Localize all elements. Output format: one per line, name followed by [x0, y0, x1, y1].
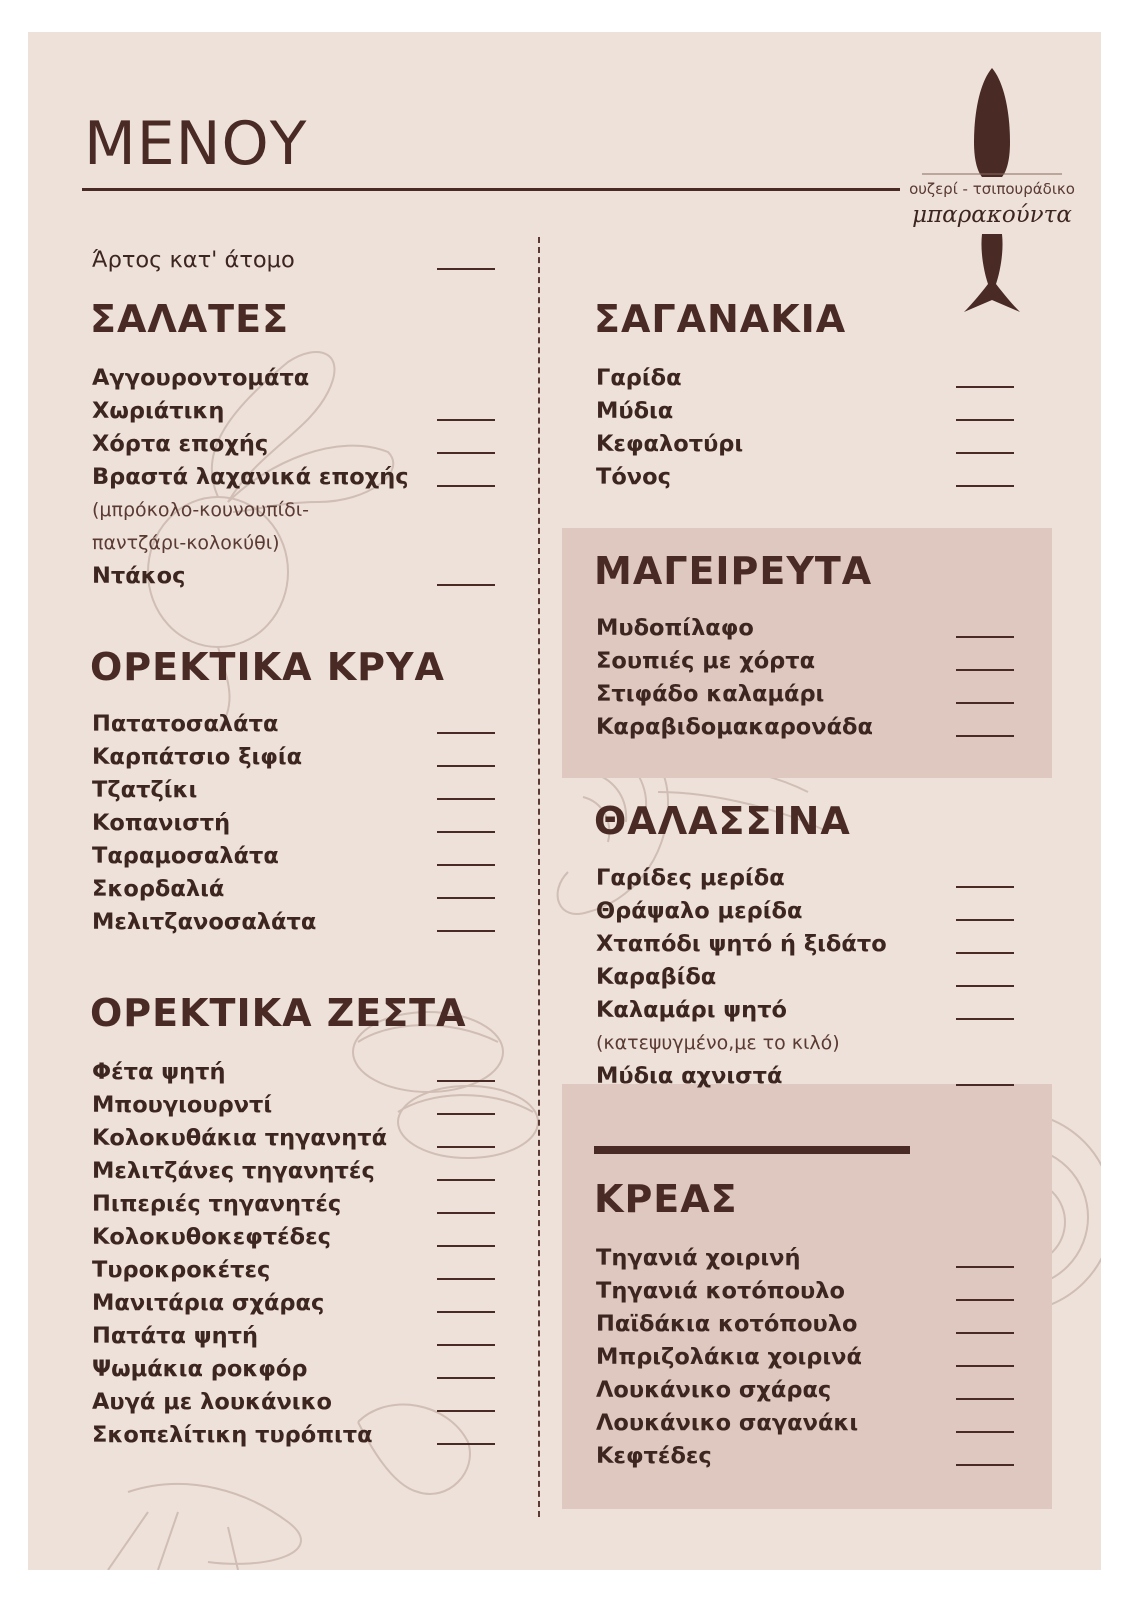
menu-item: Μελιτζανοσαλάτα — [92, 906, 316, 939]
price-line — [437, 1113, 495, 1115]
price-line — [437, 1443, 495, 1445]
price-line — [956, 485, 1014, 487]
menu-item: Ψωμάκια ροκφόρ — [92, 1353, 387, 1386]
salates-list — [92, 362, 409, 593]
logo-subtitle: ουζερί - τσιπουράδικο — [909, 180, 1075, 198]
menu-item: Χταπόδι ψητό ή ξιδάτο — [596, 928, 887, 961]
price-line — [956, 669, 1014, 671]
menu-item: Μύδια αχνιστά — [596, 1060, 887, 1093]
price-line — [956, 1332, 1014, 1334]
orektika-krya-heading: ΟΡΕΚΤΙΚΑ ΚΡΥΑ — [90, 645, 445, 689]
kreas-separator-bar — [594, 1146, 910, 1154]
menu-item: Καραβιδομακαρονάδα — [596, 711, 873, 744]
menu-item: Τζατζίκι — [92, 774, 316, 807]
menu-item-note: παντζάρι-κολοκύθι) — [92, 532, 280, 554]
menu-item: Σκορδαλιά — [92, 873, 316, 906]
bread-label: Άρτος κατ' άτομο — [92, 247, 295, 273]
price-line — [956, 1431, 1014, 1433]
saganakia-list — [596, 362, 743, 494]
price-line — [437, 268, 495, 270]
price-line — [956, 386, 1014, 388]
kreas-heading: ΚΡΕΑΣ — [594, 1177, 738, 1221]
saganakia-heading: ΣΑΓΑΝΑΚΙΑ — [594, 297, 847, 341]
menu-item: Αγγουροντομάτα — [92, 365, 310, 391]
logo-name: μπαρακούντα — [912, 202, 1072, 228]
menu-title: ΜΕΝΟΥ — [84, 109, 308, 179]
menu-item: Μελιτζάνες τηγανητές — [92, 1155, 387, 1188]
menu-item: Καραβίδα — [596, 961, 887, 994]
menu-item: Κολοκυθάκια τηγανητά — [92, 1122, 387, 1155]
price-line — [956, 985, 1014, 987]
menu-item: Πιπεριές τηγανητές — [92, 1188, 387, 1221]
price-line — [437, 1377, 495, 1379]
price-line — [956, 419, 1014, 421]
price-line — [437, 1410, 495, 1412]
mageireyta-heading: ΜΑΓΕΙΡΕΥΤΑ — [594, 549, 873, 593]
menu-item: Καλαμάρι ψητό — [596, 994, 887, 1027]
price-line — [437, 930, 495, 932]
menu-item: Τόνος — [596, 461, 743, 494]
menu-item: Πατατοσαλάτα — [92, 708, 316, 741]
price-line — [437, 1344, 495, 1346]
price-line — [437, 1179, 495, 1181]
menu-item: Στιφάδο καλαμάρι — [596, 678, 873, 711]
menu-item: Χωριάτικη — [92, 395, 409, 428]
menu-item: Μανιτάρια σχάρας — [92, 1287, 387, 1320]
menu-item-note: (κατεψυγμένο,με το κιλό) — [596, 1032, 840, 1054]
kreas-list — [596, 1242, 862, 1473]
price-line — [437, 1245, 495, 1247]
orektika-krya-list — [92, 708, 316, 939]
menu-item: Κεφαλοτύρι — [596, 428, 743, 461]
menu-item: Καρπάτσιο ξιφία — [92, 741, 316, 774]
menu-item: Γαρίδα — [596, 362, 743, 395]
price-line — [956, 1464, 1014, 1466]
price-line — [437, 732, 495, 734]
orektika-zesta-list — [92, 1056, 387, 1452]
price-line — [437, 584, 495, 586]
menu-item: Μπουγιουρντί — [92, 1089, 387, 1122]
menu-item: Τηγανιά χοιρινή — [596, 1242, 862, 1275]
menu-item: Λουκάνικο σαγανάκι — [596, 1407, 862, 1440]
price-line — [437, 765, 495, 767]
menu-item: Πατάτα ψητή — [92, 1320, 387, 1353]
price-line — [437, 1212, 495, 1214]
thalassina-heading: ΘΑΛΑΣΣΙΝΑ — [594, 799, 851, 843]
menu-item: Σουπιές με χόρτα — [596, 645, 873, 678]
menu-item-note: (μπρόκολο-κουνουπίδι- — [92, 499, 309, 521]
price-line — [956, 636, 1014, 638]
price-line — [437, 1146, 495, 1148]
price-line — [437, 1080, 495, 1082]
price-line — [956, 919, 1014, 921]
title-underline — [82, 188, 900, 191]
column-divider — [538, 237, 540, 1517]
menu-page — [28, 32, 1101, 1570]
price-line — [956, 1266, 1014, 1268]
price-line — [956, 452, 1014, 454]
menu-item: Βραστά λαχανικά εποχής — [92, 461, 409, 494]
price-line — [437, 897, 495, 899]
price-line — [437, 452, 495, 454]
menu-item: Αυγά με λουκάνικο — [92, 1386, 387, 1419]
price-line — [956, 1084, 1014, 1086]
price-line — [956, 952, 1014, 954]
price-line — [437, 1311, 495, 1313]
menu-item: Χόρτα εποχής — [92, 428, 409, 461]
price-line — [956, 702, 1014, 704]
price-line — [437, 485, 495, 487]
salates-heading: ΣΑΛΑΤΕΣ — [90, 297, 290, 341]
menu-item: Κοπανιστή — [92, 807, 316, 840]
restaurant-logo — [902, 62, 1082, 322]
menu-item: Λουκάνικο σχάρας — [596, 1374, 862, 1407]
menu-item: Ταραμοσαλάτα — [92, 840, 316, 873]
price-line — [956, 735, 1014, 737]
menu-item: Μυδοπίλαφο — [596, 612, 873, 645]
price-line — [956, 1299, 1014, 1301]
menu-item: Τυροκροκέτες — [92, 1254, 387, 1287]
price-line — [437, 864, 495, 866]
menu-item: Ντάκος — [92, 560, 409, 593]
menu-item: Σκοπελίτικη τυρόπιτα — [92, 1419, 387, 1452]
price-line — [437, 798, 495, 800]
thalassina-list — [596, 862, 887, 1093]
price-line — [956, 1018, 1014, 1020]
menu-item: Μύδια — [596, 395, 743, 428]
menu-item: Παϊδάκια κοτόπουλο — [596, 1308, 862, 1341]
menu-item: Μπριζολάκια χοιρινά — [596, 1341, 862, 1374]
menu-item: Τηγανιά κοτόπουλο — [596, 1275, 862, 1308]
price-line — [956, 1398, 1014, 1400]
price-line — [956, 886, 1014, 888]
mageireyta-list — [596, 612, 873, 744]
price-line — [437, 1278, 495, 1280]
price-line — [437, 831, 495, 833]
menu-item: Γαρίδες μερίδα — [596, 862, 887, 895]
menu-item: Κεφτέδες — [596, 1440, 862, 1473]
price-line — [956, 1365, 1014, 1367]
menu-item: Φέτα ψητή — [92, 1056, 387, 1089]
bread-per-person — [92, 244, 295, 277]
menu-item: Θράψαλο μερίδα — [596, 895, 887, 928]
orektika-zesta-heading: ΟΡΕΚΤΙΚΑ ΖΕΣΤΑ — [90, 991, 467, 1035]
menu-item: Κολοκυθοκεφτέδες — [92, 1221, 387, 1254]
price-line — [437, 419, 495, 421]
